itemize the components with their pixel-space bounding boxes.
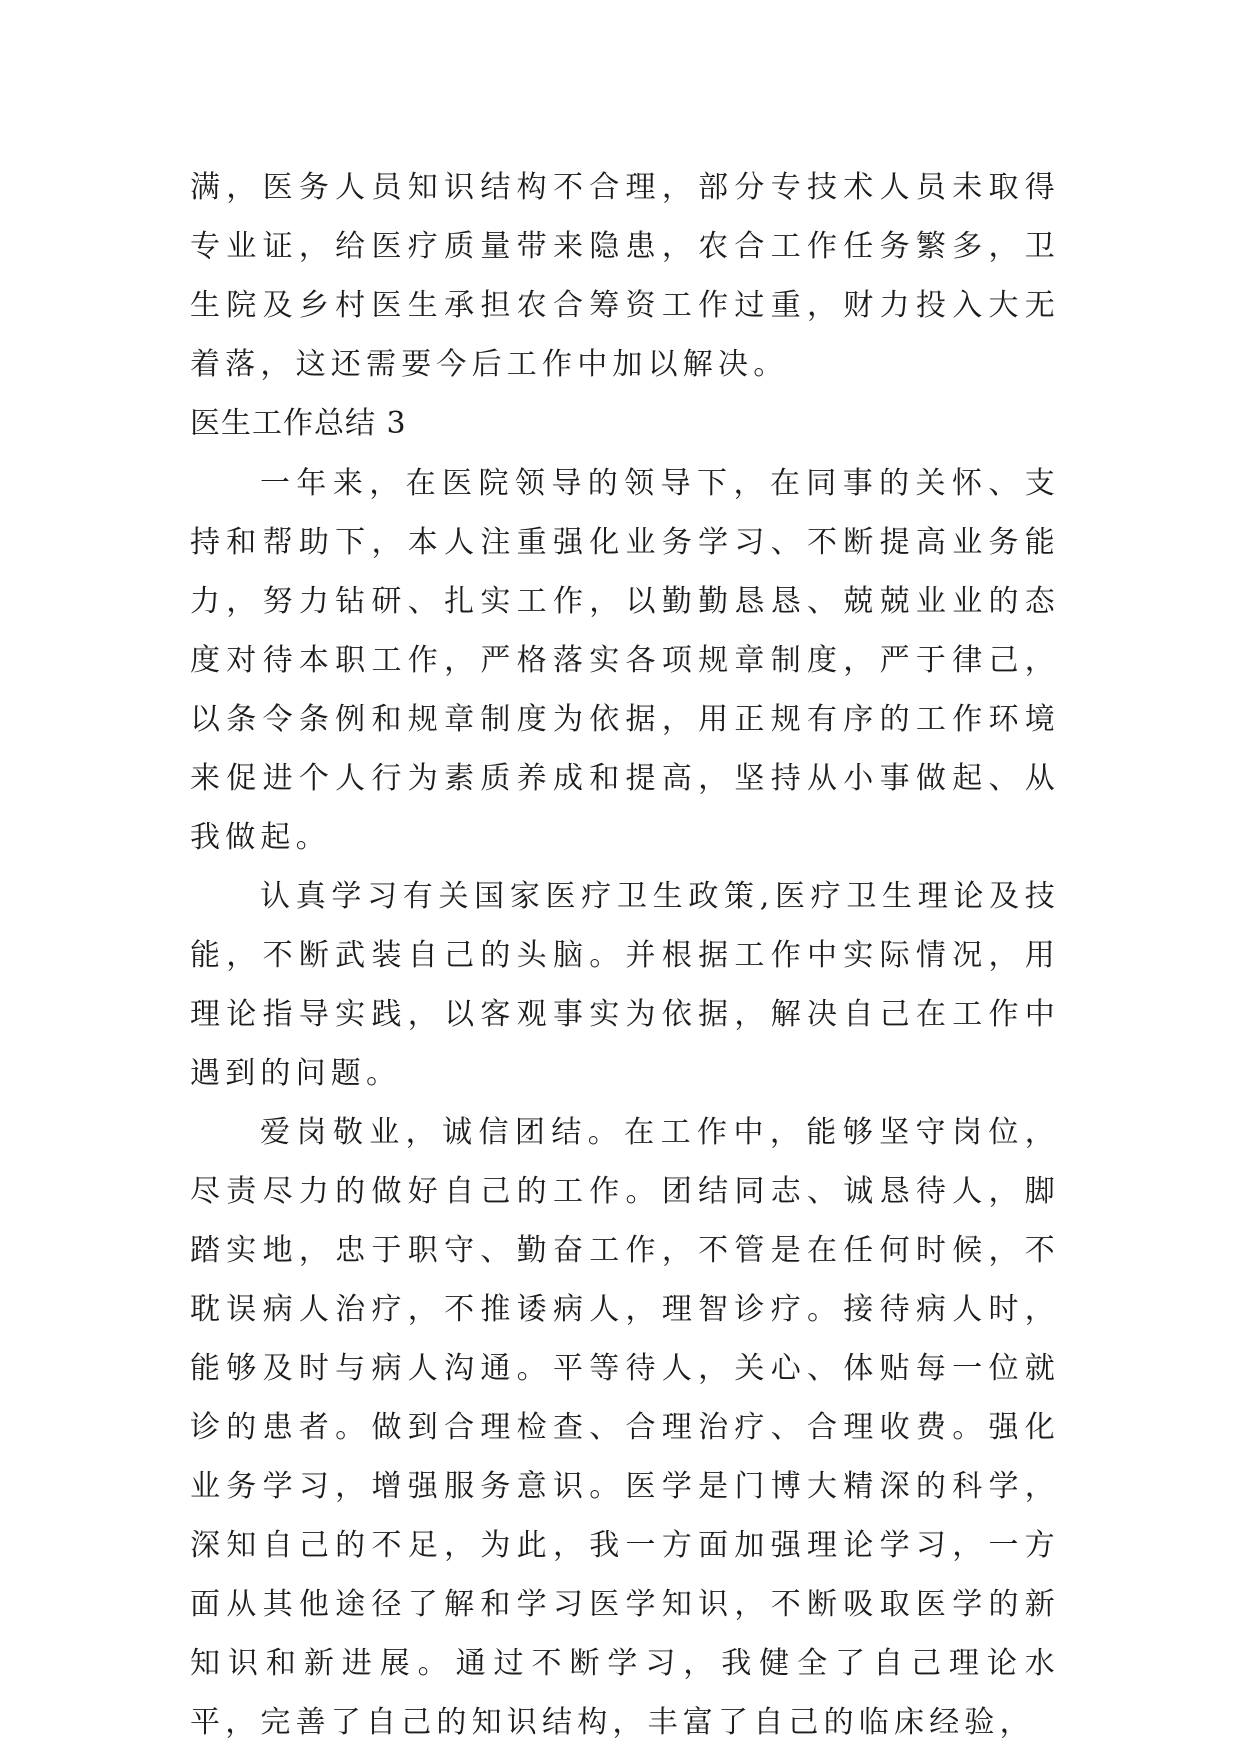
section-heading: 医生工作总结 3 [190,406,407,441]
paragraph-dedication: 爱岗敬业，诚信团结。在工作中，能够坚守岗位，尽责尽力的做好自己的工作。团结同志、诚恳待人，脚踏实地，忠于职守、勤奋工作，不管是在任何时候，不耽误病人治疗，不推诿病人，理智诊疗。接待病人时，能够及时与病人沟通。平等待人，关心、体贴每一位就诊的患者。做到合理检查、合理治疗、合理收费。强化业务学习，增强服务意识。医学是门博大精深的科学，深知自己的不足，为此，我一方面加强理论学习，一方面从其他途径了解和学习医学知识，不断吸取医学的新知识和新进展。通过不断学习，我健全了自己理论水平，完善了自己的知识结构，丰富了自己的临床经验， [190,1115,1060,1740]
document-body [190,158,1060,1752]
paragraph-continuation: 满，医务人员知识结构不合理，部分专技术人员未取得专业证，给医疗质量带来隐患，农合工作任务繁多，卫生院及乡村医生承担农合筹资工作过重，财力投入大无着落，这还需要今后工作中加以解决。 [190,170,1060,382]
paragraph-study: 认真学习有关国家医疗卫生政策,医疗卫生理论及技能，不断武装自己的头脑。并根据工作中实际情况，用理论指导实践，以客观事实为依据，解决自己在工作中遇到的问题。 [190,879,1060,1091]
paragraph-intro: 一年来，在医院领导的领导下，在同事的关怀、支持和帮助下，本人注重强化业务学习、不断提高业务能力，努力钻研、扎实工作，以勤勤恳恳、兢兢业业的态度对待本职工作，严格落实各项规章制度，严于律己，以条令条例和规章制度为依据，用正规有序的工作环境来促进个人行为素质养成和提高，坚持从小事做起、从我做起。 [190,466,1060,855]
